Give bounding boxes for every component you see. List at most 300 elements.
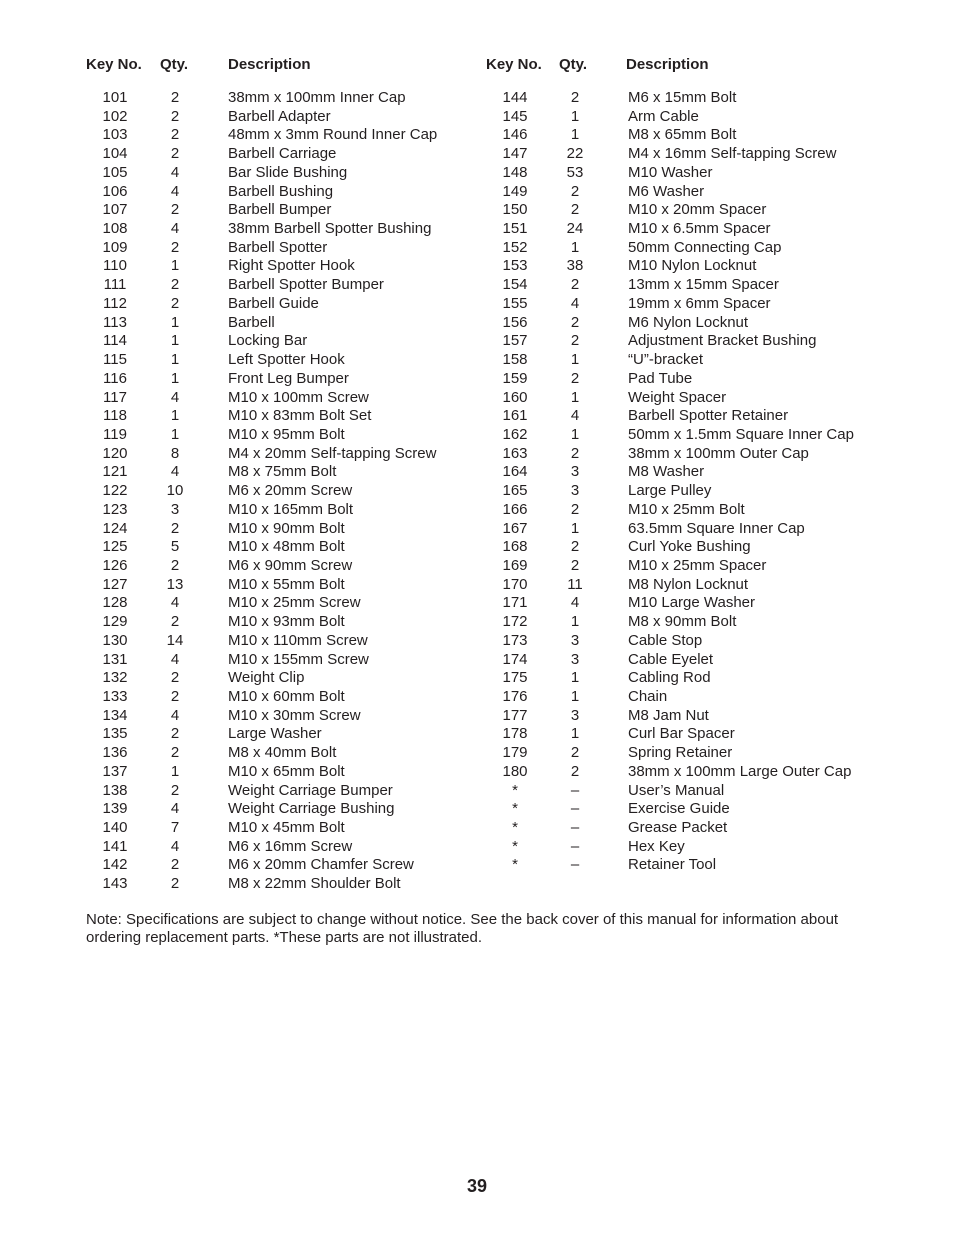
part-row bbox=[0, 819, 480, 838]
part-qty: 13 bbox=[166, 575, 184, 593]
part-row bbox=[0, 501, 480, 520]
header-key-no: Key No. bbox=[86, 56, 142, 73]
part-row bbox=[480, 819, 954, 838]
part-key-no: 149 bbox=[502, 182, 528, 200]
part-qty: 4 bbox=[170, 182, 180, 200]
part-row bbox=[480, 314, 954, 333]
part-qty: 2 bbox=[570, 762, 580, 780]
page-number: 39 bbox=[466, 1176, 488, 1196]
part-description: 63.5mm Square Inner Cap bbox=[628, 519, 805, 537]
header-qty: Qty. bbox=[559, 56, 588, 73]
part-row bbox=[0, 145, 480, 164]
part-key-no: 112 bbox=[103, 294, 127, 312]
part-row bbox=[0, 688, 480, 707]
part-key-no: 132 bbox=[102, 669, 128, 687]
part-key-no: 102 bbox=[102, 107, 128, 125]
part-description: Barbell Bumper bbox=[228, 201, 332, 219]
part-key-no: 113 bbox=[103, 313, 127, 331]
part-key-no: 122 bbox=[102, 482, 128, 500]
part-description: Weight Carriage Bumper bbox=[228, 781, 393, 799]
part-row bbox=[0, 482, 480, 501]
part-qty: 2 bbox=[570, 538, 580, 556]
part-qty: – bbox=[570, 819, 580, 837]
part-row bbox=[0, 201, 480, 220]
part-row bbox=[480, 201, 954, 220]
part-qty: 2 bbox=[170, 613, 180, 631]
header-description: Description bbox=[228, 56, 311, 73]
part-key-no: 125 bbox=[102, 538, 128, 556]
part-qty: 2 bbox=[170, 519, 180, 537]
part-row bbox=[480, 108, 954, 127]
part-key-no: 178 bbox=[502, 725, 528, 743]
part-key-no: 120 bbox=[102, 444, 128, 462]
part-description: 38mm x 100mm Inner Cap bbox=[228, 89, 406, 106]
part-key-no: 126 bbox=[102, 556, 128, 574]
part-qty: 3 bbox=[570, 482, 580, 500]
part-key-no: 128 bbox=[102, 594, 128, 612]
part-key-no: * bbox=[512, 837, 518, 855]
part-qty: 1 bbox=[170, 332, 180, 350]
part-key-no: 141 bbox=[102, 837, 128, 855]
part-description: M10 x 90mm Bolt bbox=[228, 519, 345, 537]
part-key-no: 143 bbox=[102, 875, 128, 893]
part-description: M10 x 45mm Bolt bbox=[228, 819, 345, 837]
part-key-no: 144 bbox=[502, 89, 528, 106]
part-qty: 4 bbox=[170, 463, 180, 481]
part-row bbox=[480, 295, 954, 314]
part-key-no: 107 bbox=[102, 201, 128, 219]
part-qty: 2 bbox=[570, 369, 580, 387]
part-description: M8 x 75mm Bolt bbox=[228, 463, 337, 481]
part-qty: 1 bbox=[570, 351, 580, 369]
part-key-no: 140 bbox=[102, 819, 128, 837]
part-row bbox=[0, 557, 480, 576]
part-key-no: 158 bbox=[502, 351, 528, 369]
part-key-no: 154 bbox=[502, 276, 528, 294]
part-key-no: 138 bbox=[102, 781, 128, 799]
part-description: M6 x 20mm Chamfer Screw bbox=[228, 856, 414, 874]
part-description: M10 x 65mm Bolt bbox=[228, 762, 345, 780]
part-row bbox=[0, 276, 480, 295]
part-description: Hex Key bbox=[628, 837, 685, 855]
part-key-no: 137 bbox=[102, 762, 128, 780]
part-qty: 1 bbox=[170, 762, 180, 780]
part-key-no: 106 bbox=[102, 182, 128, 200]
part-key-no: 171 bbox=[502, 594, 528, 612]
part-qty: 2 bbox=[170, 556, 180, 574]
part-key-no: 156 bbox=[502, 313, 528, 331]
part-qty: 4 bbox=[170, 800, 180, 818]
part-description: Curl Bar Spacer bbox=[628, 725, 735, 743]
part-row bbox=[0, 332, 480, 351]
part-qty: 1 bbox=[170, 425, 180, 443]
part-qty: – bbox=[570, 781, 580, 799]
part-key-no: * bbox=[512, 819, 518, 837]
part-qty: 4 bbox=[170, 163, 180, 181]
part-description: M6 x 20mm Screw bbox=[228, 482, 353, 500]
part-key-no: 114 bbox=[103, 332, 127, 350]
part-row bbox=[0, 407, 480, 426]
part-key-no: 169 bbox=[502, 556, 528, 574]
part-row bbox=[480, 613, 954, 632]
part-description: M10 Nylon Locknut bbox=[628, 257, 757, 275]
part-description: “U”-bracket bbox=[628, 351, 704, 369]
part-qty: 1 bbox=[170, 257, 180, 275]
part-qty: 1 bbox=[570, 613, 580, 631]
part-description: 50mm x 1.5mm Square Inner Cap bbox=[628, 425, 854, 443]
part-description: Front Leg Bumper bbox=[228, 369, 349, 387]
part-qty: 2 bbox=[170, 875, 180, 893]
part-row bbox=[480, 276, 954, 295]
part-key-no: 145 bbox=[502, 107, 528, 125]
part-description: Cabling Rod bbox=[628, 669, 711, 687]
header-description: Description bbox=[626, 56, 709, 73]
part-qty: 10 bbox=[166, 482, 184, 500]
part-key-no: * bbox=[512, 800, 518, 818]
part-description: Barbell Bushing bbox=[228, 182, 334, 200]
part-description: M10 x 55mm Bolt bbox=[228, 575, 345, 593]
part-key-no: 155 bbox=[502, 294, 528, 312]
part-row bbox=[480, 520, 954, 539]
part-qty: 2 bbox=[170, 725, 180, 743]
part-qty: 4 bbox=[170, 650, 180, 668]
part-description: M10 x 155mm Screw bbox=[228, 650, 369, 668]
parts-list-right-column bbox=[480, 56, 954, 875]
part-row bbox=[480, 239, 954, 258]
part-key-no: 117 bbox=[103, 388, 127, 406]
part-description: M8 Nylon Locknut bbox=[628, 575, 749, 593]
note-text: Note: Specifications are subject to change without notice. See the back cover of this manual for information about ordering replacement parts. *These parts are not illustrated. bbox=[86, 911, 839, 946]
part-description: Bar Slide Bushing bbox=[228, 163, 348, 181]
part-row bbox=[480, 257, 954, 276]
part-qty: 1 bbox=[570, 238, 580, 256]
column-header bbox=[0, 56, 480, 78]
part-row bbox=[0, 426, 480, 445]
part-description: Pad Tube bbox=[628, 369, 693, 387]
part-key-no: 160 bbox=[502, 388, 528, 406]
part-description: User’s Manual bbox=[628, 781, 725, 799]
part-description: M6 Nylon Locknut bbox=[628, 313, 749, 331]
part-description: Exercise Guide bbox=[628, 800, 730, 818]
part-qty: 14 bbox=[166, 631, 184, 649]
part-row bbox=[480, 370, 954, 389]
part-key-no: 129 bbox=[102, 613, 128, 631]
part-key-no: 148 bbox=[502, 163, 528, 181]
part-key-no: 151 bbox=[502, 220, 528, 238]
part-description: 13mm x 15mm Spacer bbox=[628, 276, 779, 294]
part-qty: 2 bbox=[570, 444, 580, 462]
part-key-no: 174 bbox=[502, 650, 528, 668]
part-row bbox=[480, 426, 954, 445]
part-qty: 1 bbox=[570, 107, 580, 125]
part-key-no: 109 bbox=[102, 238, 128, 256]
part-key-no: 168 bbox=[502, 538, 528, 556]
part-row bbox=[0, 707, 480, 726]
part-qty: 1 bbox=[170, 407, 180, 425]
part-description: M4 x 20mm Self-tapping Screw bbox=[228, 444, 437, 462]
part-description: M10 x 165mm Bolt bbox=[228, 500, 354, 518]
part-row bbox=[480, 445, 954, 464]
part-qty: 2 bbox=[170, 126, 180, 144]
part-description: Arm Cable bbox=[628, 107, 699, 125]
part-qty: 4 bbox=[170, 594, 180, 612]
part-description: M10 x 95mm Bolt bbox=[228, 425, 345, 443]
part-description: Adjustment Bracket Bushing bbox=[628, 332, 817, 350]
part-qty: 3 bbox=[570, 463, 580, 481]
part-description: Locking Bar bbox=[228, 332, 308, 350]
part-qty: 2 bbox=[170, 276, 180, 294]
part-row bbox=[480, 669, 954, 688]
part-description: 38mm x 100mm Large Outer Cap bbox=[628, 762, 852, 780]
part-description: Large Pulley bbox=[628, 482, 712, 500]
part-row bbox=[480, 576, 954, 595]
part-row bbox=[480, 332, 954, 351]
part-description: M6 x 16mm Screw bbox=[228, 837, 353, 855]
part-description: M8 x 22mm Shoulder Bolt bbox=[228, 875, 401, 893]
part-qty: 2 bbox=[570, 500, 580, 518]
part-key-no: 166 bbox=[502, 500, 528, 518]
part-qty: 4 bbox=[570, 407, 580, 425]
part-key-no: 152 bbox=[502, 238, 528, 256]
part-qty: 2 bbox=[570, 201, 580, 219]
part-qty: 2 bbox=[170, 107, 180, 125]
part-row bbox=[0, 295, 480, 314]
part-qty: 2 bbox=[170, 145, 180, 163]
part-row bbox=[480, 389, 954, 408]
parts-rows bbox=[480, 89, 954, 875]
part-qty: 2 bbox=[170, 744, 180, 762]
part-description: Weight Spacer bbox=[628, 388, 727, 406]
part-row bbox=[0, 108, 480, 127]
part-key-no: 157 bbox=[502, 332, 528, 350]
part-row bbox=[480, 744, 954, 763]
part-key-no: 179 bbox=[502, 744, 528, 762]
part-row bbox=[0, 632, 480, 651]
part-qty: 1 bbox=[570, 725, 580, 743]
part-key-no: 161 bbox=[502, 407, 528, 425]
part-row bbox=[0, 463, 480, 482]
part-qty: 1 bbox=[170, 369, 180, 387]
part-row bbox=[0, 257, 480, 276]
part-qty: 22 bbox=[566, 145, 584, 163]
part-key-no: 104 bbox=[102, 145, 128, 163]
part-qty: 1 bbox=[570, 519, 580, 537]
part-description: M10 Large Washer bbox=[628, 594, 756, 612]
part-row bbox=[480, 351, 954, 370]
part-qty: 1 bbox=[570, 425, 580, 443]
part-description: M10 x 93mm Bolt bbox=[228, 613, 345, 631]
part-qty: 2 bbox=[570, 182, 580, 200]
part-key-no: 133 bbox=[102, 688, 128, 705]
part-qty: 3 bbox=[570, 706, 580, 724]
part-description: Barbell Spotter Bumper bbox=[228, 276, 384, 294]
part-qty: 2 bbox=[170, 201, 180, 219]
part-key-no: 127 bbox=[102, 575, 128, 593]
part-key-no: 108 bbox=[102, 220, 128, 238]
part-description: M8 x 65mm Bolt bbox=[628, 126, 737, 144]
part-key-no: 135 bbox=[102, 725, 128, 743]
part-row bbox=[480, 126, 954, 145]
part-row bbox=[480, 89, 954, 108]
part-qty: 53 bbox=[566, 163, 584, 181]
part-qty: 2 bbox=[170, 89, 180, 106]
part-row bbox=[480, 183, 954, 202]
part-row bbox=[0, 838, 480, 857]
part-row bbox=[480, 557, 954, 576]
part-key-no: 176 bbox=[502, 688, 528, 705]
part-key-no: 139 bbox=[102, 800, 128, 818]
part-qty: 2 bbox=[570, 313, 580, 331]
part-row bbox=[0, 370, 480, 389]
part-key-no: 180 bbox=[502, 762, 528, 780]
part-key-no: 130 bbox=[102, 631, 128, 649]
part-description: M4 x 16mm Self-tapping Screw bbox=[628, 145, 837, 163]
part-row bbox=[480, 856, 954, 875]
part-qty: 8 bbox=[170, 444, 180, 462]
part-row bbox=[0, 126, 480, 145]
part-description: M10 x 48mm Bolt bbox=[228, 538, 345, 556]
part-description: Retainer Tool bbox=[628, 856, 717, 874]
part-row bbox=[0, 725, 480, 744]
part-key-no: 167 bbox=[502, 519, 528, 537]
part-description: M8 Washer bbox=[628, 463, 705, 481]
part-row bbox=[0, 576, 480, 595]
part-description: 50mm Connecting Cap bbox=[628, 238, 782, 256]
part-description: Barbell bbox=[228, 313, 275, 331]
part-row bbox=[480, 538, 954, 557]
part-row bbox=[0, 351, 480, 370]
part-row bbox=[0, 164, 480, 183]
part-qty: 11 bbox=[567, 575, 583, 593]
part-key-no: 170 bbox=[502, 575, 528, 593]
header-qty: Qty. bbox=[160, 56, 189, 73]
part-qty: 2 bbox=[170, 294, 180, 312]
part-description: Cable Stop bbox=[628, 631, 703, 649]
part-row bbox=[0, 89, 480, 108]
part-qty: 38 bbox=[566, 257, 584, 275]
part-key-no: 175 bbox=[502, 669, 528, 687]
part-qty: 4 bbox=[570, 594, 580, 612]
part-qty: 5 bbox=[170, 538, 180, 556]
part-row bbox=[480, 725, 954, 744]
part-key-no: 164 bbox=[502, 463, 528, 481]
part-qty: 2 bbox=[570, 332, 580, 350]
part-key-no: * bbox=[512, 856, 518, 874]
part-row bbox=[0, 763, 480, 782]
part-description: Barbell Spotter bbox=[228, 238, 328, 256]
part-row bbox=[480, 145, 954, 164]
part-qty: – bbox=[570, 800, 580, 818]
part-description: Barbell Carriage bbox=[228, 145, 337, 163]
part-qty: 1 bbox=[570, 388, 580, 406]
part-row bbox=[480, 651, 954, 670]
part-key-no: 146 bbox=[502, 126, 528, 144]
part-qty: – bbox=[570, 837, 580, 855]
part-key-no: 103 bbox=[102, 126, 128, 144]
part-description: Large Washer bbox=[228, 725, 322, 743]
part-key-no: 153 bbox=[502, 257, 528, 275]
part-description: 19mm x 6mm Spacer bbox=[628, 294, 771, 312]
part-qty: 24 bbox=[566, 220, 584, 238]
part-qty: 1 bbox=[570, 669, 580, 687]
part-key-no: 110 bbox=[103, 257, 127, 275]
parts-list-left-column bbox=[0, 56, 480, 894]
part-description: Grease Packet bbox=[628, 819, 728, 837]
part-row bbox=[480, 632, 954, 651]
part-description: M10 x 6.5mm Spacer bbox=[628, 220, 771, 238]
part-row bbox=[480, 463, 954, 482]
part-qty: 2 bbox=[170, 669, 180, 687]
part-qty: 4 bbox=[170, 388, 180, 406]
part-description: M6 x 90mm Screw bbox=[228, 556, 353, 574]
part-qty: 3 bbox=[570, 650, 580, 668]
part-qty: 4 bbox=[170, 837, 180, 855]
part-qty: 1 bbox=[170, 313, 180, 331]
part-row bbox=[0, 856, 480, 875]
part-qty: 3 bbox=[170, 500, 180, 518]
part-key-no: 111 bbox=[103, 276, 127, 294]
part-key-no: 150 bbox=[502, 201, 528, 219]
part-qty: 7 bbox=[170, 819, 180, 837]
part-row bbox=[480, 594, 954, 613]
part-row bbox=[0, 239, 480, 258]
part-row bbox=[0, 445, 480, 464]
part-description: M10 x 20mm Spacer bbox=[628, 201, 767, 219]
part-description: Chain bbox=[628, 688, 668, 705]
part-qty: 1 bbox=[570, 126, 580, 144]
part-description: Right Spotter Hook bbox=[228, 257, 355, 275]
part-description: 38mm Barbell Spotter Bushing bbox=[228, 220, 432, 238]
part-key-no: 142 bbox=[102, 856, 128, 874]
part-qty: 2 bbox=[170, 781, 180, 799]
part-key-no: 136 bbox=[102, 744, 128, 762]
part-description: Weight Carriage Bushing bbox=[228, 800, 395, 818]
part-row bbox=[480, 782, 954, 801]
part-description: M10 x 25mm Bolt bbox=[628, 500, 745, 518]
part-description: Weight Clip bbox=[228, 669, 305, 687]
part-key-no: 172 bbox=[502, 613, 528, 631]
part-qty: 2 bbox=[170, 856, 180, 874]
part-description: Barbell Spotter Retainer bbox=[628, 407, 789, 425]
part-row bbox=[480, 800, 954, 819]
column-header bbox=[480, 56, 954, 78]
part-description: M8 x 90mm Bolt bbox=[628, 613, 737, 631]
part-description: Cable Eyelet bbox=[628, 650, 714, 668]
part-key-no: 159 bbox=[502, 369, 528, 387]
part-key-no: 177 bbox=[502, 706, 528, 724]
part-qty: 2 bbox=[570, 744, 580, 762]
header-key-no: Key No. bbox=[486, 56, 542, 73]
part-description: 48mm x 3mm Round Inner Cap bbox=[228, 126, 438, 144]
part-key-no: 116 bbox=[103, 369, 127, 387]
part-qty: 2 bbox=[170, 238, 180, 256]
part-row bbox=[480, 407, 954, 426]
part-description: M10 x 25mm Spacer bbox=[628, 556, 767, 574]
parts-rows bbox=[0, 89, 480, 894]
part-row bbox=[480, 838, 954, 857]
part-key-no: 163 bbox=[502, 444, 528, 462]
part-key-no: 134 bbox=[102, 706, 128, 724]
part-row bbox=[480, 220, 954, 239]
part-key-no: 105 bbox=[102, 163, 128, 181]
part-row bbox=[0, 744, 480, 763]
part-row bbox=[0, 651, 480, 670]
part-description: M10 x 60mm Bolt bbox=[228, 688, 345, 705]
part-row bbox=[480, 688, 954, 707]
part-row bbox=[0, 594, 480, 613]
part-row bbox=[0, 875, 480, 894]
part-key-no: 147 bbox=[502, 145, 528, 163]
